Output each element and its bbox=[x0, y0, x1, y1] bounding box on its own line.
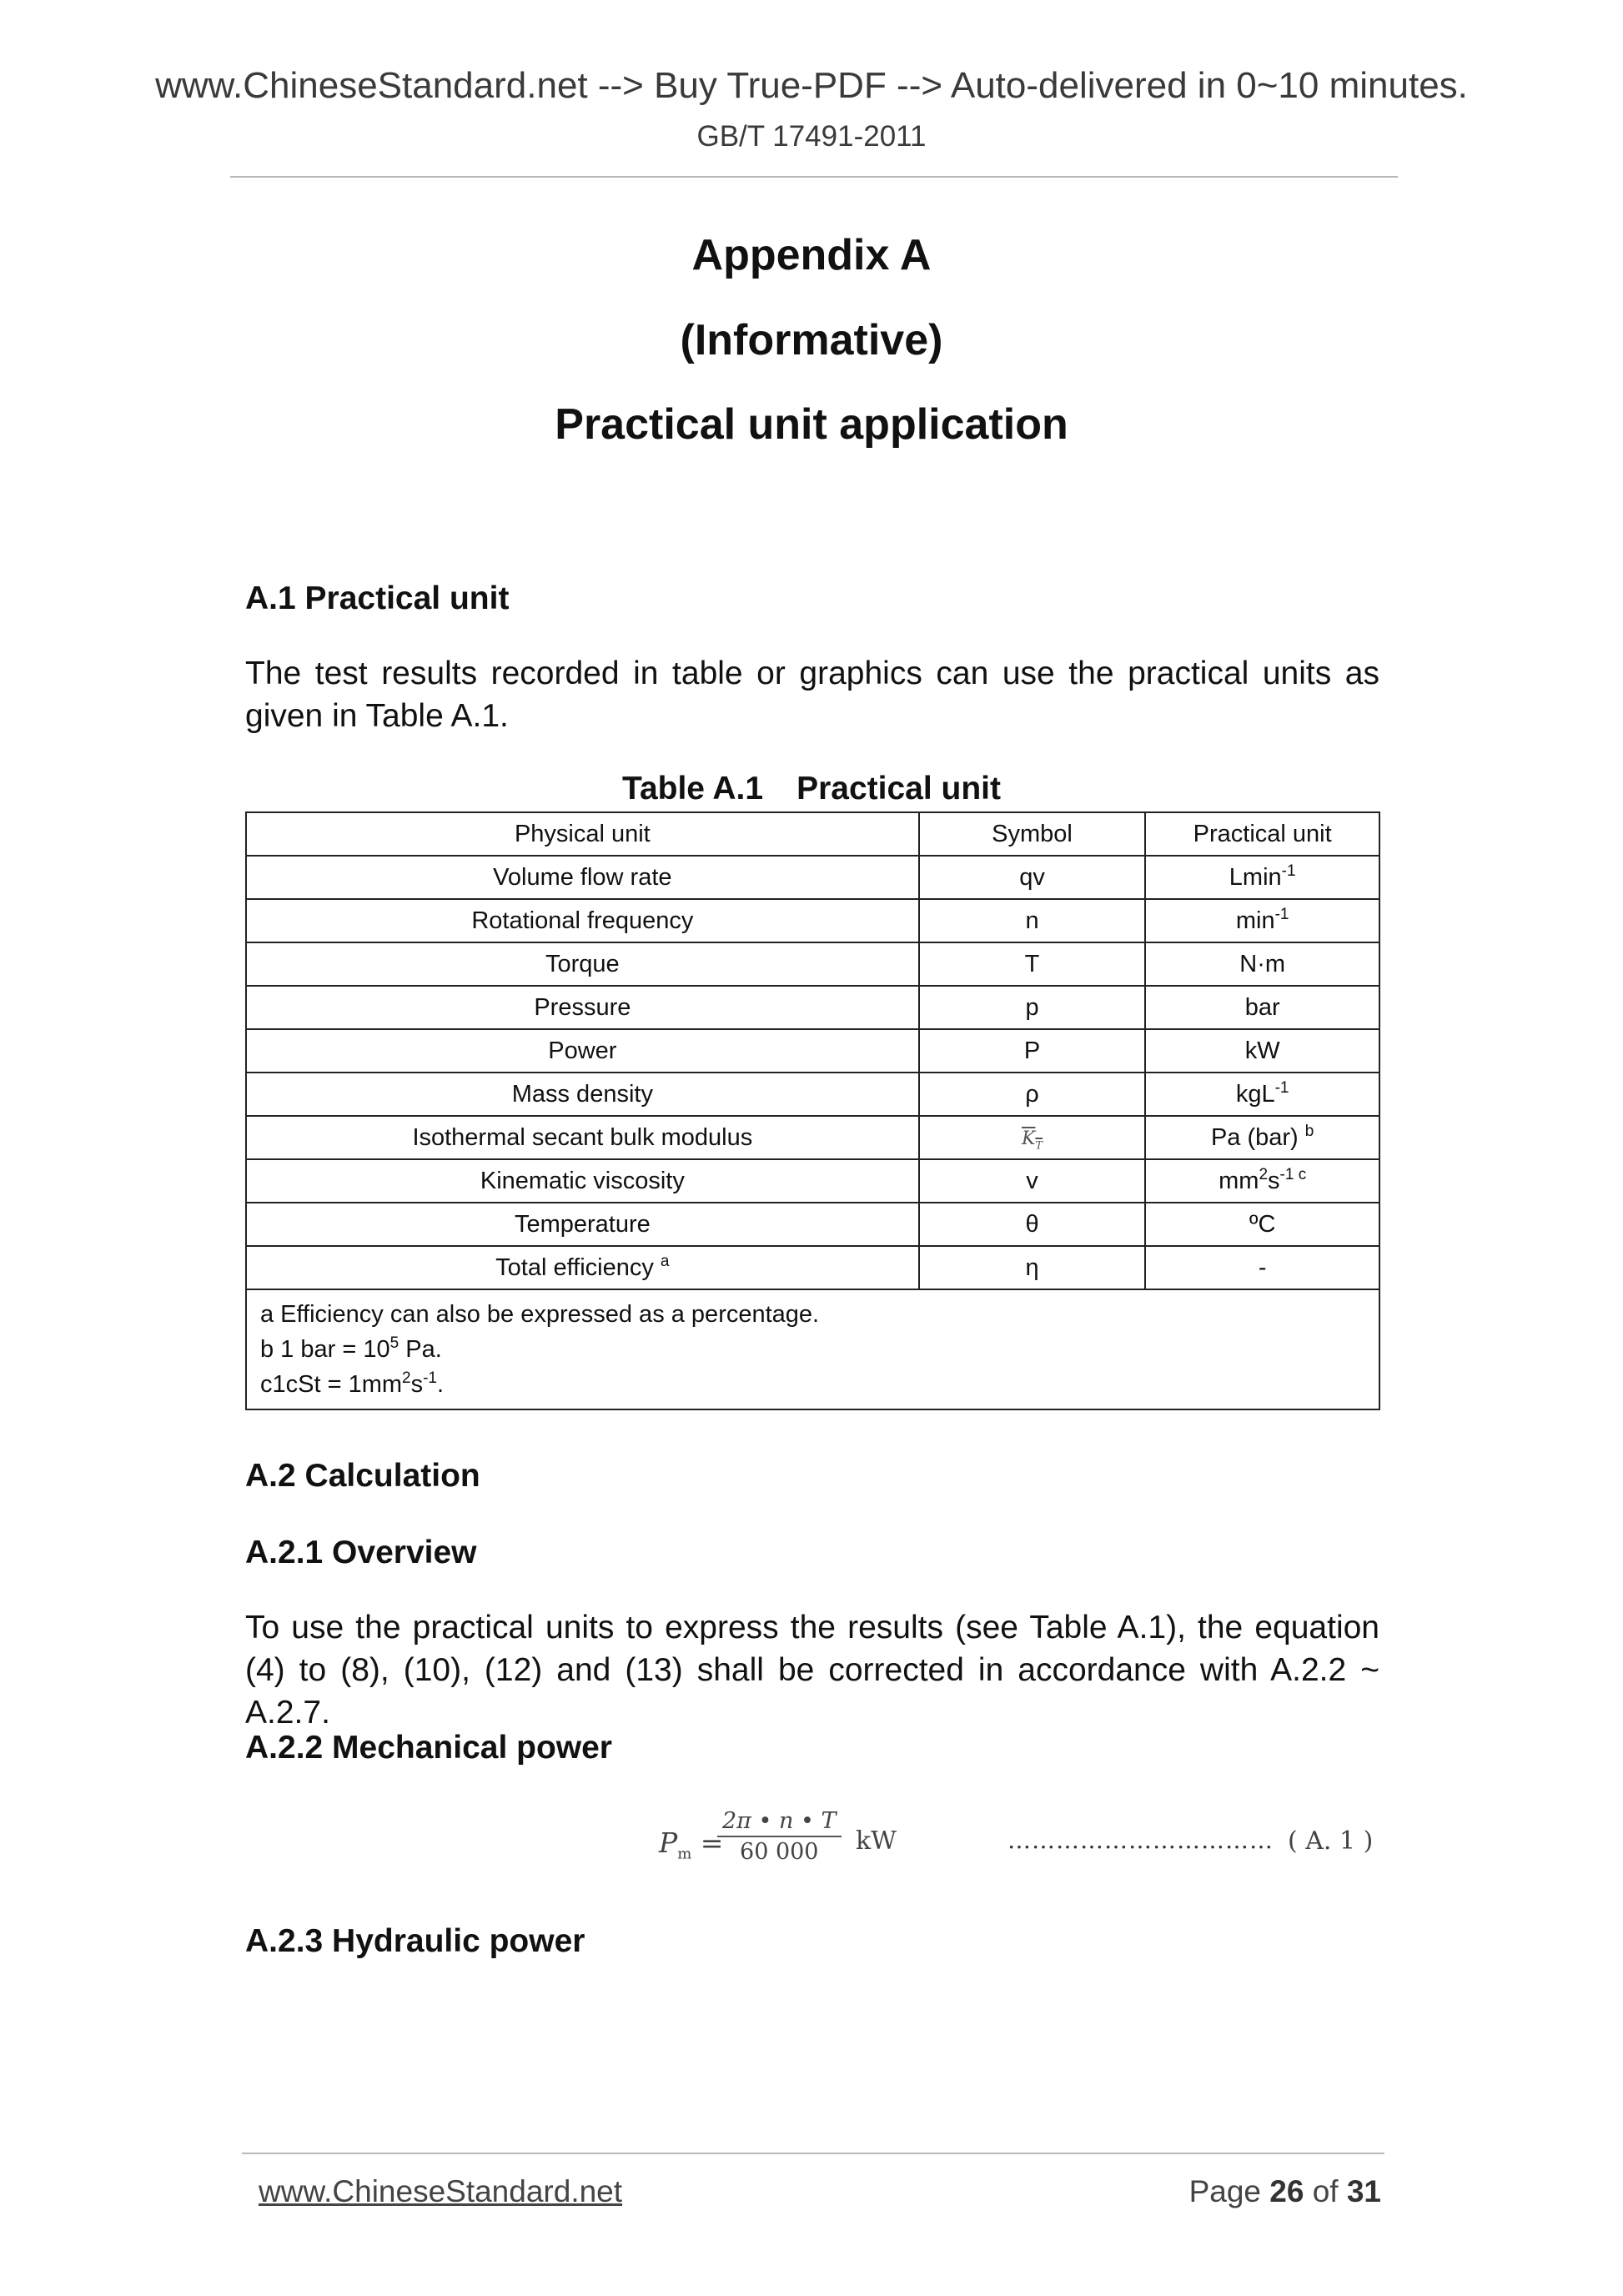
table-row bbox=[246, 1203, 1379, 1246]
quantity-cell: Kinematic viscosity bbox=[246, 1159, 919, 1203]
paragraph-line: The test results recorded in table or graphics can use the practical units as bbox=[245, 656, 1379, 691]
table-row bbox=[246, 899, 1379, 942]
formula-numerator: 2π • n • T bbox=[722, 1808, 837, 1834]
header-banner: www.ChineseStandard.net --> Buy True-PDF --> Auto-delivered in 0~10 minutes. bbox=[155, 65, 1468, 106]
unit-cell: - bbox=[1145, 1246, 1379, 1289]
quantity-cell: Rotational frequency bbox=[246, 899, 919, 942]
practical-unit-table bbox=[245, 811, 1380, 1410]
symbol-cell: T bbox=[919, 942, 1146, 986]
table-row bbox=[246, 1116, 1379, 1159]
table-row bbox=[246, 1246, 1379, 1289]
appendix-subject: Practical unit application bbox=[555, 400, 1068, 449]
paragraph-line: given in Table A.1. bbox=[245, 698, 509, 734]
appendix-type: (Informative) bbox=[680, 316, 943, 364]
symbol-cell: P bbox=[919, 1029, 1146, 1073]
section-a23-heading: A.2.3 Hydraulic power bbox=[245, 1923, 585, 1959]
quantity-cell: Pressure bbox=[246, 986, 919, 1029]
quantity-cell: Torque bbox=[246, 942, 919, 986]
table-header-row bbox=[246, 812, 1379, 856]
section-a21-heading: A.2.1 Overview bbox=[245, 1535, 477, 1570]
column-header: Physical unit bbox=[246, 812, 919, 856]
column-header: Symbol bbox=[919, 812, 1146, 856]
table-row bbox=[246, 856, 1379, 899]
unit-cell: $mm^2s^{-1 c}$ bbox=[1145, 1159, 1379, 1203]
section-a1-heading: A.1 Practical unit bbox=[245, 580, 510, 616]
quantity-cell: Isothermal secant bulk modulus bbox=[246, 1116, 919, 1159]
symbol-cell: qv bbox=[919, 856, 1146, 899]
footer-divider bbox=[242, 2153, 1384, 2154]
page-number: Page 26 of 31 bbox=[1188, 2174, 1381, 2208]
quantity-cell: Temperature bbox=[246, 1203, 919, 1246]
quantity-cell: Volume flow rate bbox=[246, 856, 919, 899]
unit-cell: N·m bbox=[1145, 942, 1379, 986]
formula-lhs: $P_m$ = bbox=[659, 1826, 724, 1863]
formula-fraction bbox=[717, 1808, 842, 1865]
unit-cell: kgL$^{-1}$ bbox=[1145, 1073, 1379, 1116]
table-notes-row bbox=[246, 1289, 1379, 1409]
appendix-title: Appendix A bbox=[691, 231, 932, 279]
section-a21-paragraph bbox=[245, 1606, 1379, 1734]
formula-unit: kW bbox=[856, 1826, 897, 1856]
formula-leader-dots: …………………………… bbox=[1007, 1826, 1274, 1854]
quantity-cell: Total efficiency $^a$ bbox=[246, 1246, 919, 1289]
unit-cell: bar bbox=[1145, 986, 1379, 1029]
symbol-cell: v bbox=[919, 1159, 1146, 1203]
symbol-cell: n bbox=[919, 899, 1146, 942]
standard-code: GB/T 17491-2011 bbox=[696, 120, 927, 153]
note-a: a Efficiency can also be expressed as a percentage. bbox=[260, 1301, 820, 1328]
unit-cell: Lmin$^{-1}$ bbox=[1145, 856, 1379, 899]
unit-cell: Pa (bar) $^b$ bbox=[1145, 1116, 1379, 1159]
quantity-cell: Power bbox=[246, 1029, 919, 1073]
symbol-cell bbox=[919, 1116, 1146, 1159]
note-b: b 1 bar = $10^5$ Pa. bbox=[260, 1334, 442, 1363]
table-row bbox=[246, 986, 1379, 1029]
table-row bbox=[246, 942, 1379, 986]
table-row bbox=[246, 1029, 1379, 1073]
header-divider bbox=[230, 176, 1398, 178]
section-a22-heading: A.2.2 Mechanical power bbox=[245, 1730, 612, 1766]
formula-number: ( A. 1 ) bbox=[1288, 1826, 1374, 1856]
footer-site-link[interactable]: www.ChineseStandard.net bbox=[259, 2174, 623, 2208]
table-row bbox=[246, 1073, 1379, 1116]
symbol-cell: p bbox=[919, 986, 1146, 1029]
formula-a1 bbox=[659, 1808, 1409, 1883]
quantity-cell: Mass density bbox=[246, 1073, 919, 1116]
formula-denominator: 60 000 bbox=[740, 1839, 819, 1865]
section-a1-paragraph bbox=[245, 652, 1379, 737]
table-notes bbox=[246, 1289, 1379, 1409]
unit-cell: kW bbox=[1145, 1029, 1379, 1073]
symbol-cell: η bbox=[919, 1246, 1146, 1289]
column-header: Practical unit bbox=[1145, 812, 1379, 856]
unit-cell: $\min^{-1}$ bbox=[1145, 899, 1379, 942]
symbol-cell: θ bbox=[919, 1203, 1146, 1246]
paragraph-line: To use the practical units to express the results (see Table A.1), the equation bbox=[245, 1610, 1379, 1645]
section-a2-heading: A.2 Calculation bbox=[245, 1458, 480, 1494]
bulk-modulus-symbol: $K_T$ bbox=[1021, 1128, 1043, 1153]
table-row bbox=[246, 1159, 1379, 1203]
table-caption-label: Table A.1 bbox=[622, 771, 764, 806]
table-caption-title: Practical unit bbox=[796, 771, 1001, 806]
unit-cell: ºC bbox=[1145, 1203, 1379, 1246]
note-c: $c1cSt = 1mm^2s^{-1}$. bbox=[260, 1369, 445, 1398]
paragraph-line: (4) to (8), (10), (12) and (13) shall be corrected in accordance with A.2.2 ~ A.2.7. bbox=[245, 1652, 1379, 1731]
symbol-cell: ρ bbox=[919, 1073, 1146, 1116]
table-caption bbox=[0, 771, 1623, 807]
